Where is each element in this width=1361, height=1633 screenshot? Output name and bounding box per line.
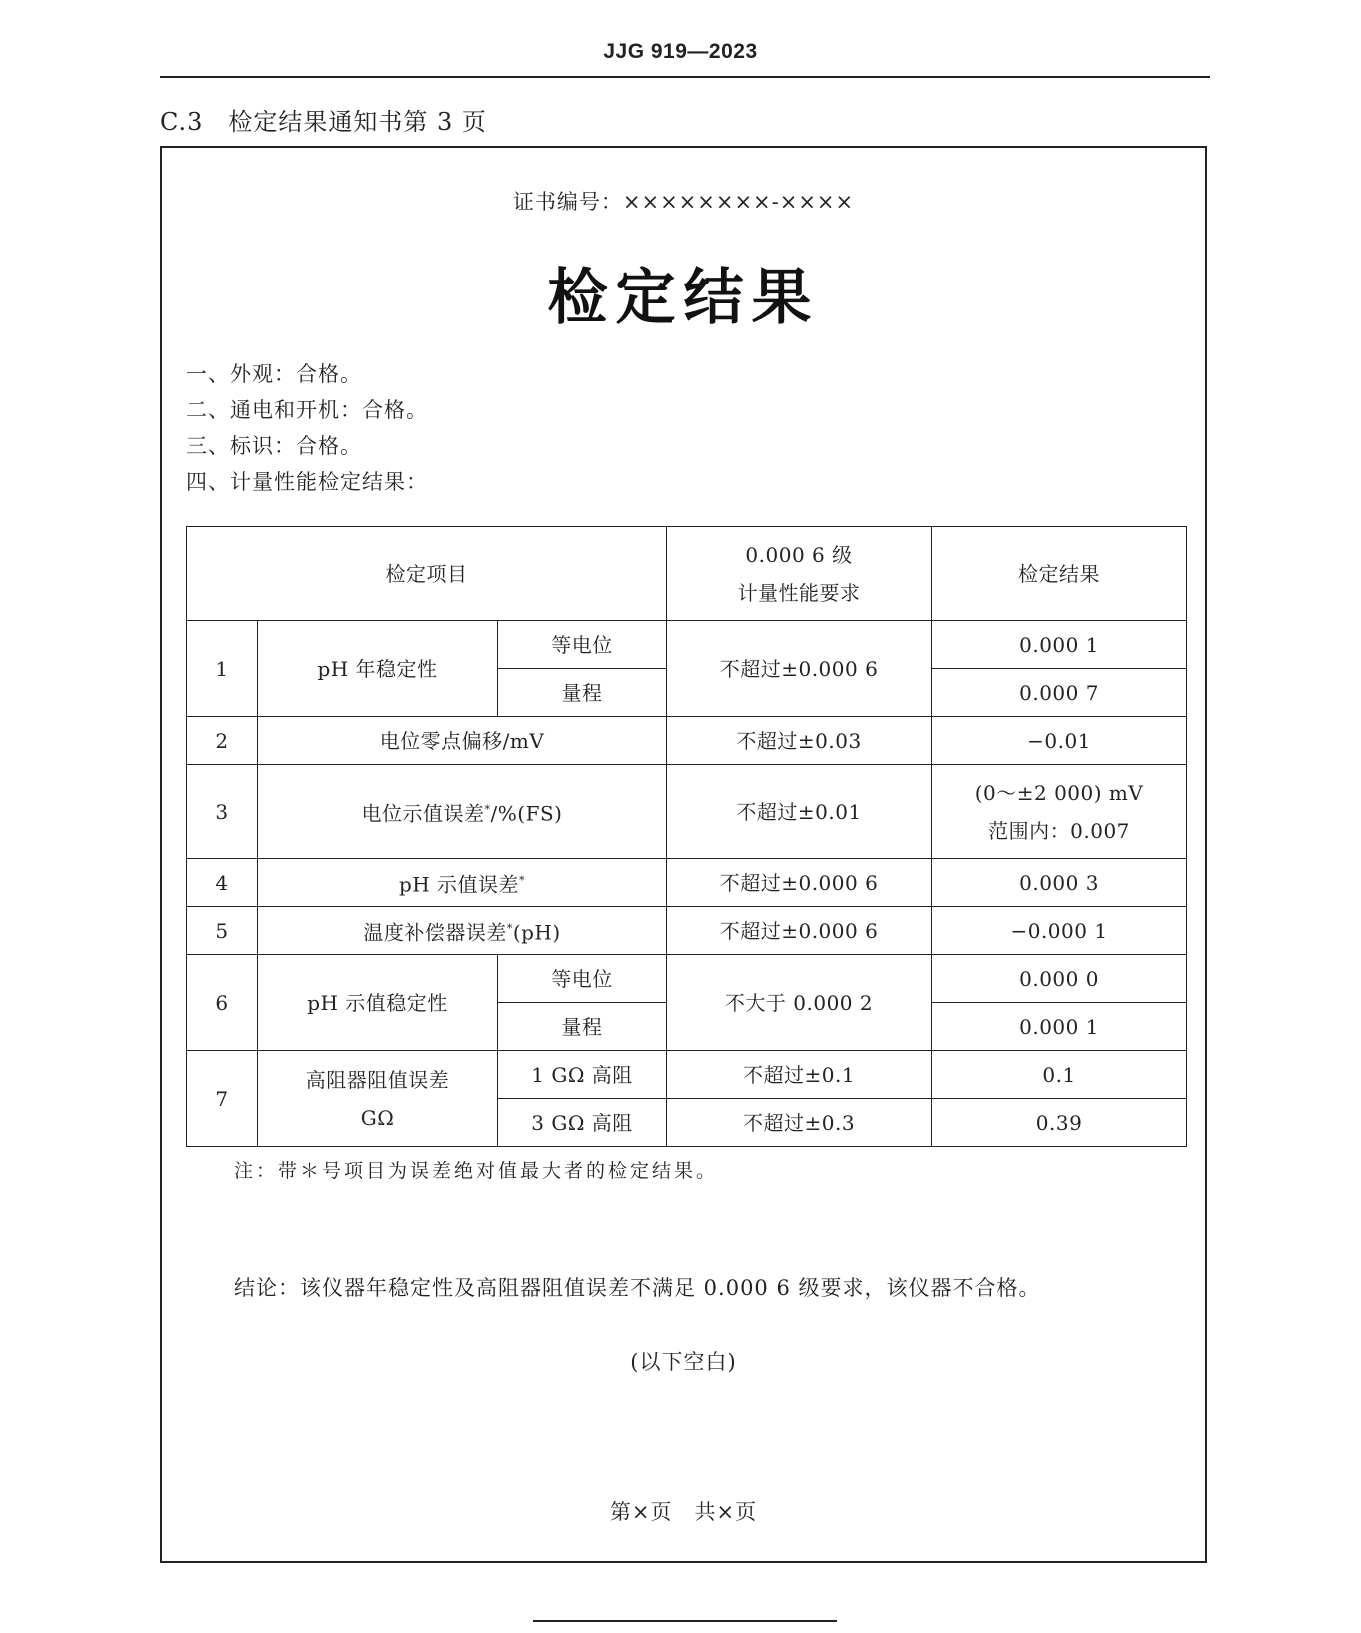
row-item-name [258, 859, 667, 907]
row-requirement: 不超过±0.01 [667, 765, 932, 859]
item-marking: 三、标识：合格。 [186, 434, 362, 458]
header-rule [160, 76, 1210, 78]
table-row [187, 717, 1187, 765]
asterisk-mark: * [519, 873, 526, 887]
row-number: 5 [187, 907, 258, 955]
row-item-name [258, 765, 667, 859]
row-number: 4 [187, 859, 258, 907]
item-appearance: 一、外观：合格。 [186, 362, 362, 386]
row-item-name: pH 年稳定性 [258, 621, 498, 717]
header-requirement [667, 527, 932, 621]
header-item: 检定项目 [187, 527, 667, 621]
header-requirement-grade: 0.000 6 级 [745, 542, 853, 567]
row-result: 0.1 [932, 1051, 1187, 1099]
asterisk-mark: * [484, 802, 491, 816]
row-result: 0.000 1 [932, 1003, 1187, 1051]
row-requirement: 不超过±0.03 [667, 717, 932, 765]
table-row [187, 907, 1187, 955]
certificate-frame [160, 146, 1207, 1563]
row-sub-item: 等电位 [498, 621, 667, 669]
section-title: C.3 检定结果通知书第 3 页 [160, 108, 487, 136]
row-item-name [258, 1051, 498, 1147]
row-item-name-text: 高阻器阻值误差 [305, 1067, 450, 1092]
item-power-on: 二、通电和开机：合格。 [186, 398, 428, 422]
row-item-name-text: 温度补偿器误差 [363, 920, 507, 945]
conclusion: 结论：该仪器年稳定性及高阻器阻值误差不满足 0.000 6 级要求，该仪器不合格。 [234, 1276, 1041, 1300]
table-row [187, 859, 1187, 907]
bottom-rule [533, 1620, 837, 1622]
row-result: 0.000 0 [932, 955, 1187, 1003]
table-note: 注：带＊号项目为误差绝对值最大者的检定结果。 [234, 1160, 719, 1182]
row-result: 0.000 7 [932, 669, 1187, 717]
row-item-name: 电位零点偏移/mV [258, 717, 667, 765]
page-number: 第×页 共×页 [609, 1500, 758, 1524]
table-header-row [187, 527, 1187, 621]
row-result [932, 765, 1187, 859]
row-item-name-text: pH 示值误差 [398, 872, 520, 897]
row-result: 0.39 [932, 1099, 1187, 1147]
row-result: −0.000 1 [932, 907, 1187, 955]
row-item-name [258, 907, 667, 955]
row-requirement: 不超过±0.000 6 [667, 621, 932, 717]
row-number: 2 [187, 717, 258, 765]
row-result-value: 范围内：0.007 [988, 818, 1130, 843]
item-metrology: 四、计量性能检定结果： [186, 470, 428, 494]
row-requirement: 不超过±0.1 [667, 1051, 932, 1099]
results-table [186, 526, 1187, 1147]
row-item-name: pH 示值稳定性 [258, 955, 498, 1051]
row-sub-item: 量程 [498, 1003, 667, 1051]
table-row [187, 955, 1187, 1003]
row-requirement: 不大于 0.000 2 [667, 955, 932, 1051]
row-item-name-unit: GΩ [360, 1105, 395, 1130]
header-requirement-label: 计量性能要求 [737, 580, 861, 605]
row-result-range: (0～±2 000) mV [974, 780, 1144, 805]
row-number: 1 [187, 621, 258, 717]
certificate-number: 证书编号：××××××××-×××× [512, 190, 855, 214]
row-sub-item: 3 GΩ 高阻 [498, 1099, 667, 1147]
row-number: 3 [187, 765, 258, 859]
row-result: 0.000 3 [932, 859, 1187, 907]
row-requirement: 不超过±0.3 [667, 1099, 932, 1147]
row-item-name-unit: (pH) [512, 920, 561, 945]
row-sub-item: 等电位 [498, 955, 667, 1003]
row-number: 6 [187, 955, 258, 1051]
row-item-name-text: 电位示值误差 [361, 801, 485, 826]
row-sub-item: 1 GΩ 高阻 [498, 1051, 667, 1099]
table-row [187, 1051, 1187, 1099]
certificate-title: 检定结果 [547, 263, 820, 333]
header-result: 检定结果 [932, 527, 1187, 621]
blank-marker: (以下空白) [630, 1350, 737, 1374]
row-item-name-unit: /%(FS) [490, 801, 563, 826]
standard-code: JJG 919—2023 [603, 40, 758, 63]
table-row [187, 765, 1187, 859]
row-sub-item: 量程 [498, 669, 667, 717]
row-result: 0.000 1 [932, 621, 1187, 669]
row-requirement: 不超过±0.000 6 [667, 907, 932, 955]
row-requirement: 不超过±0.000 6 [667, 859, 932, 907]
row-result: −0.01 [932, 717, 1187, 765]
asterisk-mark: * [506, 921, 513, 935]
row-number: 7 [187, 1051, 258, 1147]
table-row [187, 621, 1187, 669]
